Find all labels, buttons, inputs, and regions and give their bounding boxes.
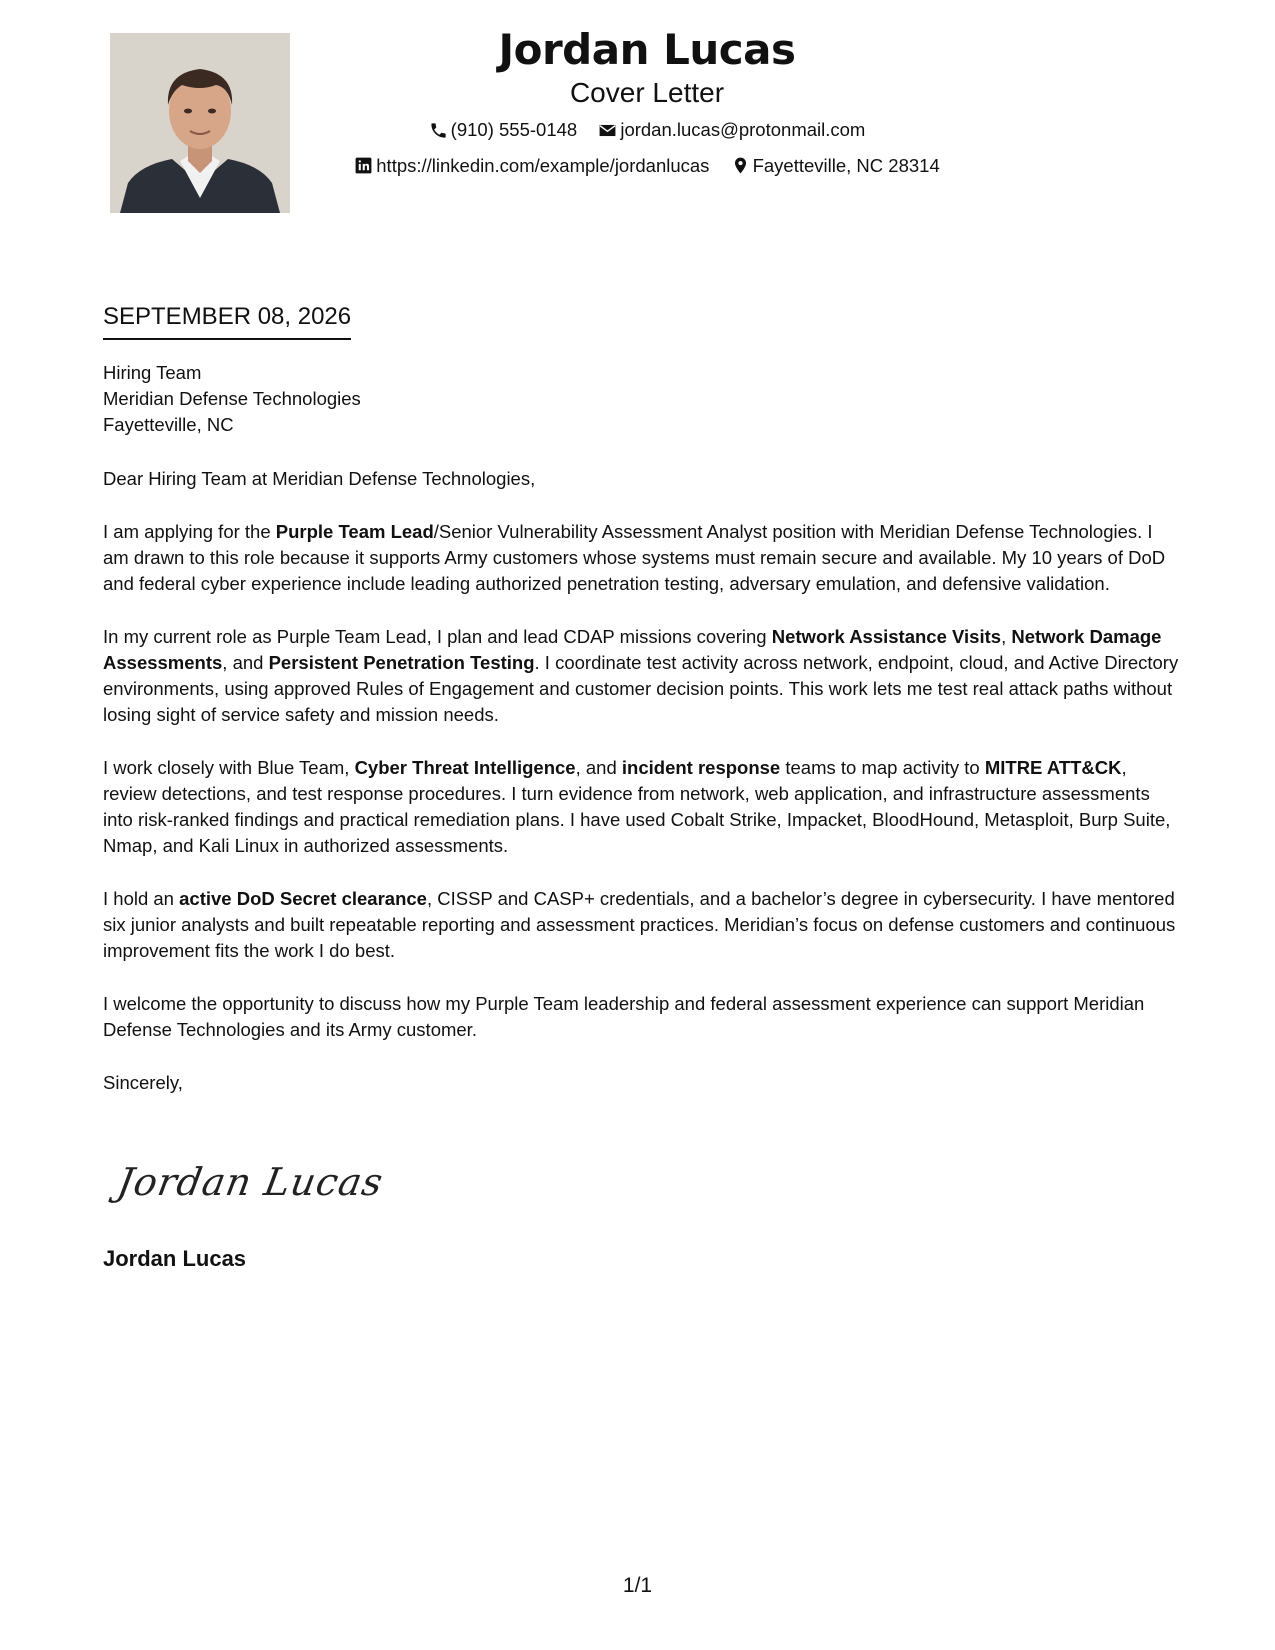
paragraph-text: . I coordinate test activity across network, endpoint, cloud, and Active Directory environments, using approved Rules of Engagement and customer decision points. This work lets me test real attack paths without losing sight of service safety and mission needs. <box>103 652 1179 725</box>
phone-number: (910) 555-0148 <box>450 119 578 140</box>
phone-contact[interactable] <box>429 118 578 142</box>
letter-date: SEPTEMBER 08, 2026 <box>103 302 351 340</box>
emphasis-text: active DoD Secret clearance <box>179 888 427 909</box>
recipient-line: Hiring Team <box>103 362 202 383</box>
portrait-image <box>110 33 290 213</box>
body-paragraph <box>103 886 1183 964</box>
handwritten-signature: Jordan Lucas <box>114 1160 387 1204</box>
linkedin-url: https://linkedin.com/example/jordanlucas <box>376 154 710 176</box>
emphasis-text: incident response <box>621 757 781 778</box>
paragraph-text: I hold an <box>103 888 180 909</box>
emphasis-text: Network Damage Assessments <box>103 626 1162 673</box>
paragraph-text: In my current role as Purple Team Lead, I plan and lead CDAP missions covering <box>103 626 772 647</box>
recipient-line: Meridian Defense Technologies <box>103 388 361 409</box>
paragraph-text: , <box>1001 626 1012 647</box>
applicant-name: Jordan Lucas <box>498 25 796 74</box>
profile-photo <box>110 33 290 213</box>
envelope-icon <box>598 121 617 140</box>
map-pin-icon <box>731 156 750 175</box>
paragraph-text: teams to map activity to <box>780 757 985 778</box>
body-paragraph <box>103 755 1183 859</box>
paragraph-text: , review detections, and test response procedures. I turn evidence from network, web application, and infrastructure assessments into risk-ranked findings and practical remediation plans. I have used Cobalt Strike, Impacket, BloodHound, Metasploit, Burp Suite, Nmap, and Kali Linux in authorized assessments. <box>103 757 1171 856</box>
paragraph-text: , and <box>575 757 622 778</box>
letter-body <box>103 360 1183 1123</box>
email-contact[interactable] <box>598 118 865 142</box>
recipient-line: Fayetteville, NC <box>103 414 234 435</box>
document-subtitle: Cover Letter <box>569 77 725 108</box>
signer-name: Jordan Lucas <box>103 1246 247 1271</box>
paragraph-text: I welcome the opportunity to discuss how my Purple Team leadership and federal assessment experience can support Meridian Defense Technologies and its Army customer. <box>103 993 1145 1040</box>
letter-header <box>290 24 1004 181</box>
body-paragraph <box>103 991 1183 1043</box>
paragraph-text: I work closely with Blue Team, <box>103 757 355 778</box>
emphasis-text: Purple Team Lead <box>275 521 434 542</box>
page-number: 1/1 <box>622 1574 653 1597</box>
contact-row-secondary <box>290 154 1004 182</box>
emphasis-text: Persistent Penetration Testing <box>268 652 535 673</box>
closing: Sincerely, <box>103 1072 183 1093</box>
paragraph-text: , CISSP and CASP+ credentials, and a bachelor’s degree in cybersecurity. I have mentored six junior analysts and built repeatable reporting and assessment practices. Meridian’s focus on defense customers and continuous improvement fits the work I do best. <box>103 888 1176 961</box>
recipient-address <box>103 360 1183 438</box>
body-paragraph <box>103 519 1183 597</box>
emphasis-text: Cyber Threat Intelligence <box>354 757 576 778</box>
paragraph-text: I am applying for the <box>103 521 276 542</box>
location-text: Fayetteville, NC 28314 <box>752 154 940 176</box>
contact-row-primary <box>290 118 1004 146</box>
email-address: jordan.lucas@protonmail.com <box>620 119 866 140</box>
phone-icon <box>429 121 448 140</box>
salutation: Dear Hiring Team at Meridian Defense Technologies, <box>103 468 536 489</box>
linkedin-contact[interactable] <box>354 154 709 178</box>
emphasis-text: Network Assistance Visits <box>771 626 1002 647</box>
emphasis-text: MITRE ATT&CK <box>984 757 1122 778</box>
location-contact <box>731 154 940 178</box>
body-paragraph <box>103 624 1183 728</box>
linkedin-icon <box>354 156 373 175</box>
paragraph-text: , and <box>222 652 269 673</box>
paragraph-text: /Senior Vulnerability Assessment Analyst position with Meridian Defense Technologies. I am drawn to this role because it supports Army customers whose systems must remain secure and available. My 10 years of DoD and federal cyber experience include leading authorized penetration testing, adversary emulation, and defensive validation. <box>103 521 1166 594</box>
